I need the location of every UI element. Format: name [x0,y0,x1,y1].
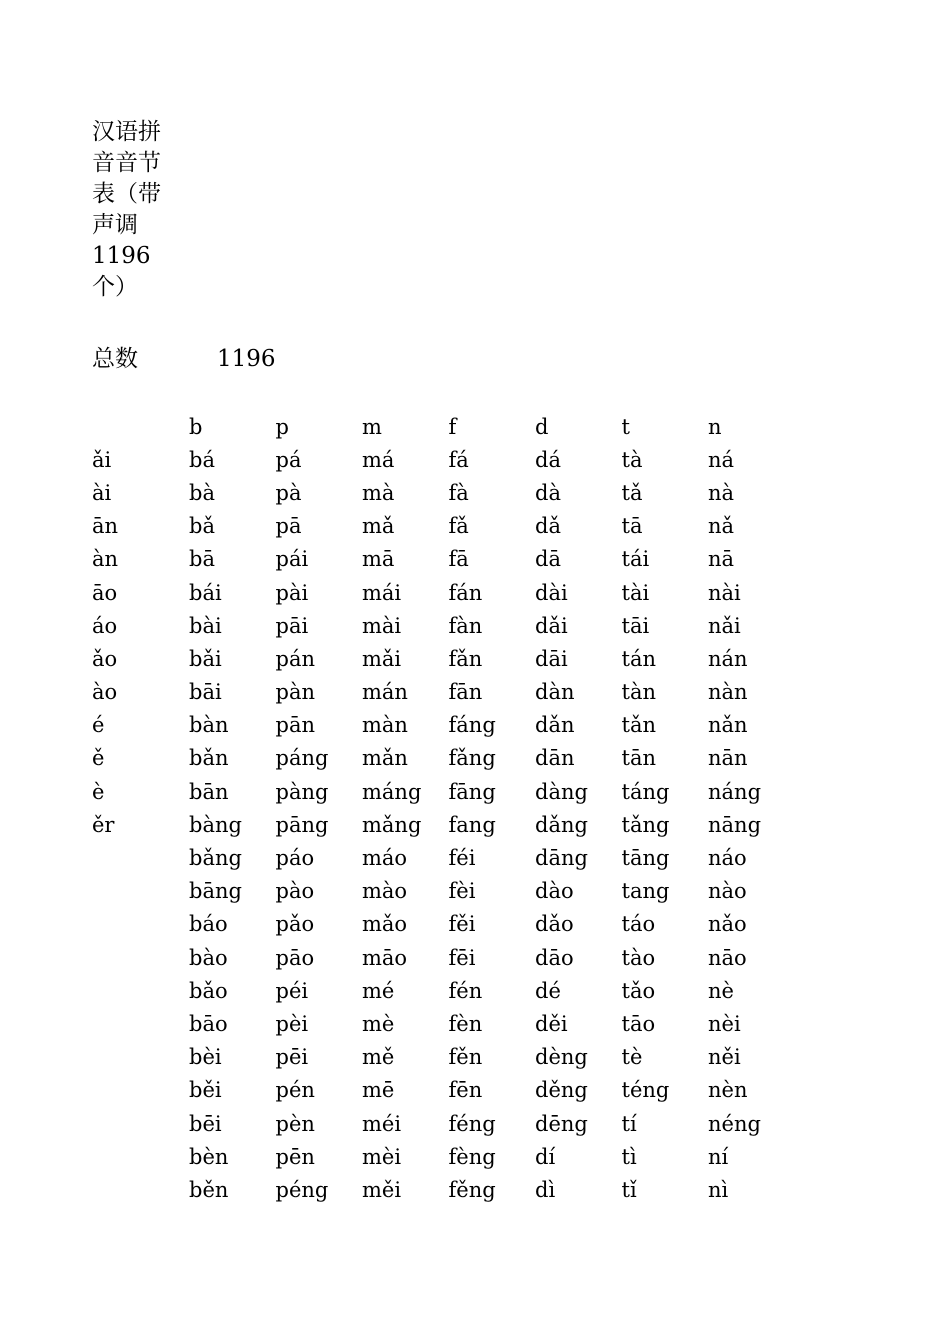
syllable-cell: bāo [189,1011,228,1036]
row-label-cell [92,1173,189,1206]
syllable-cell: bào [189,945,228,970]
syllable-cell: máng [362,779,422,804]
syllable-cell: nā [708,547,735,572]
table-row [92,510,795,543]
syllable-cell: bǎ [189,514,215,539]
syllable-cell: pèi [275,1011,309,1036]
syllable-cell: běn [189,1177,229,1202]
row-label-cell: ān [92,514,119,539]
total-label: 总数 [92,346,138,372]
syllable-cell: féng [448,1111,496,1136]
syllable-cell: nài [708,580,741,605]
row-label-cell: ǎi [92,447,112,472]
table-row [92,543,795,576]
syllable-cell: mán [362,680,408,705]
syllable-cell: fěn [448,1045,483,1070]
syllable-cell: dǎ [535,514,561,539]
syllable-cell: féi [448,846,476,871]
syllable-cell: dì [535,1177,556,1202]
syllable-cell: péng [275,1177,329,1202]
title-line: 1196 [92,243,151,269]
syllable-cell: dí [535,1144,556,1169]
syllable-cell: fá [448,447,469,472]
syllable-cell: mào [362,879,408,904]
table-row [92,1074,795,1107]
total-value: 1196 [217,346,276,372]
table-row [92,775,795,808]
table-row [92,1007,795,1040]
syllable-cell: nān [708,746,748,771]
syllable-cell: nǎ [708,514,735,539]
syllable-cell: fèng [448,1144,496,1169]
syllable-cell: pá [275,447,302,472]
row-label-cell: ǎo [92,646,118,671]
syllable-cell: dǎi [535,613,568,638]
syllable-cell: māo [362,945,408,970]
syllable-cell: tang [621,879,670,904]
syllable-cell: mǎo [362,912,408,937]
syllable-cell: tǐ [621,1177,637,1202]
table-row [92,1107,795,1140]
table-row [92,941,795,974]
syllable-cell: máo [362,846,408,871]
syllable-cell: tǎ [621,480,643,505]
syllable-cell: náo [708,846,747,871]
table-row [92,974,795,1007]
syllable-cell: pèn [275,1111,315,1136]
syllable-cell: pài [275,580,309,605]
initial-header-cell: d [535,414,549,439]
syllable-cell: má [362,447,395,472]
syllable-cell: dèng [535,1045,588,1070]
syllable-cell: dāng [535,846,588,871]
row-label-cell [92,1074,189,1107]
syllable-cell: bāng [189,879,242,904]
syllable-cell: fèi [448,879,476,904]
row-label-cell [92,941,189,974]
initial-header-cell: n [708,414,722,439]
table-row [92,709,795,742]
row-label-cell [92,1107,189,1140]
table-row [92,1140,795,1173]
syllable-cell: mǎi [362,646,402,671]
syllable-cell: mè [362,1011,395,1036]
table-row [92,908,795,941]
syllable-cell: měi [362,1177,402,1202]
syllable-table [92,410,795,1207]
initial-header-cell: m [362,414,382,439]
syllable-cell: dǎn [535,713,575,738]
syllable-cell: fěi [448,912,476,937]
syllable-cell: bá [189,447,215,472]
syllable-cell: táo [621,912,656,937]
syllable-cell: ní [708,1144,729,1169]
syllable-cell: dāi [535,646,568,671]
syllable-cell: nāng [708,812,762,837]
syllable-cell: běi [189,1078,222,1103]
syllable-cell: tái [621,547,650,572]
syllable-cell: dá [535,447,561,472]
syllable-cell: pā [275,514,302,539]
syllable-cell: dǎng [535,812,588,837]
syllable-cell: tàn [621,680,656,705]
syllable-cell: dā [535,547,561,572]
header-row [92,410,795,443]
syllable-cell: dǎo [535,912,574,937]
syllable-cell: děng [535,1078,588,1103]
syllable-cell: mǎng [362,812,422,837]
syllable-cell: dàng [535,779,588,804]
syllable-cell: mèi [362,1144,402,1169]
row-label-cell: ě [92,746,105,771]
syllable-cell: bǎi [189,646,222,671]
syllable-cell: bàng [189,812,242,837]
syllable-cell: páo [275,846,315,871]
syllable-cell: tì [621,1144,637,1169]
syllable-cell: pào [275,879,315,904]
syllable-cell: mé [362,978,395,1003]
row-label-cell: ào [92,680,118,705]
row-label-cell: ài [92,480,112,505]
table-row [92,443,795,476]
syllable-cell: bān [189,779,229,804]
syllable-cell: dà [535,480,561,505]
syllable-cell: mǎn [362,746,408,771]
syllable-cell: màn [362,713,408,738]
syllable-cell: pǎo [275,912,315,937]
syllable-cell: dàn [535,680,575,705]
table-row [92,476,795,509]
initial-header-cell: p [275,414,289,439]
syllable-cell: fén [448,978,483,1003]
syllable-cell: dēng [535,1111,588,1136]
syllable-cell: tā [621,514,643,539]
syllable-cell: bèn [189,1144,229,1169]
syllable-cell: nán [708,646,748,671]
table-row [92,576,795,609]
syllable-cell: nǎo [708,912,747,937]
table-row [92,676,795,709]
syllable-cell: tāo [621,1011,656,1036]
title-line: 声调 [92,212,138,238]
syllable-cell: fěng [448,1177,496,1202]
table-row [92,1041,795,1074]
syllable-cell: dāo [535,945,574,970]
row-label-cell [92,1041,189,1074]
row-label-cell [92,1007,189,1040]
syllable-cell: pàng [275,779,329,804]
row-label-cell [92,908,189,941]
syllable-cell: dé [535,978,561,1003]
title-line: 个） [92,274,138,300]
syllable-cell: tí [621,1111,637,1136]
syllable-cell: mǎ [362,514,395,539]
row-label-cell [92,1140,189,1173]
syllable-cell: fèn [448,1011,483,1036]
row-label-cell [92,974,189,1007]
syllable-cell: bèi [189,1045,222,1070]
header-cell-blank [92,410,189,443]
syllable-cell: nè [708,978,734,1003]
syllable-cell: fà [448,480,469,505]
syllable-cell: tǎo [621,978,656,1003]
syllable-cell: náng [708,779,762,804]
syllable-cell: pēi [275,1045,309,1070]
syllable-cell: tài [621,580,650,605]
syllable-cell: nào [708,879,747,904]
syllable-cell: nèn [708,1078,748,1103]
initial-header-cell: t [621,414,630,439]
syllable-cell: bà [189,480,215,505]
title-line: 音音节 [92,150,161,176]
syllable-cell: fān [448,680,483,705]
syllable-cell: tè [621,1045,643,1070]
table-row [92,1173,795,1206]
syllable-cell: bǎng [189,846,242,871]
syllable-cell: mā [362,547,395,572]
syllable-cell: nèi [708,1011,741,1036]
syllable-cell: tāi [621,613,650,638]
page-title [92,117,174,303]
syllable-cell: pàn [275,680,315,705]
syllable-cell: bái [189,580,222,605]
syllable-cell: nǎn [708,713,748,738]
syllable-cell: nì [708,1177,729,1202]
syllable-cell: bǎo [189,978,228,1003]
syllable-cell: méi [362,1111,402,1136]
syllable-cell: pāng [275,812,329,837]
row-label-cell [92,875,189,908]
syllable-cell: nà [708,480,735,505]
syllable-cell: fā [448,547,469,572]
syllable-cell: něi [708,1045,741,1070]
syllable-cell: pán [275,646,315,671]
row-label-cell: è [92,779,105,804]
syllable-cell: fǎ [448,514,469,539]
table-row [92,609,795,642]
syllable-cell: pān [275,713,315,738]
syllable-cell: fǎn [448,646,483,671]
syllable-cell: fāng [448,779,496,804]
syllable-cell: pén [275,1078,315,1103]
syllable-cell: mà [362,480,395,505]
syllable-cell: bài [189,613,222,638]
row-label-cell: ěr [92,812,115,837]
syllable-cell: néng [708,1111,761,1136]
syllable-cell: pāi [275,613,309,638]
syllable-cell: fǎng [448,746,496,771]
table-row [92,742,795,775]
row-label-cell: àn [92,547,119,572]
initial-header-cell: b [189,414,203,439]
table-row [92,875,795,908]
syllable-cell: dài [535,580,568,605]
syllable-cell: fēn [448,1078,483,1103]
table-row [92,642,795,675]
syllable-cell: táng [621,779,670,804]
syllable-cell: mái [362,580,402,605]
table-row [92,808,795,841]
syllable-cell: tào [621,945,656,970]
syllable-cell: tāng [621,846,670,871]
syllable-cell: fēi [448,945,476,970]
syllable-cell: báo [189,912,228,937]
syllable-cell: ná [708,447,735,472]
title-line: 表（带 [92,181,161,207]
syllable-cell: bàn [189,713,229,738]
syllable-cell: děi [535,1011,568,1036]
syllable-cell: bā [189,547,215,572]
syllable-cell: tán [621,646,656,671]
syllable-cell: tà [621,447,643,472]
syllable-cell: pēn [275,1144,315,1169]
syllable-cell: bāi [189,680,222,705]
syllable-cell: tān [621,746,656,771]
syllable-cell: nāo [708,945,747,970]
syllable-cell: fán [448,580,483,605]
row-label-cell: áo [92,613,118,638]
syllable-cell: mē [362,1078,395,1103]
syllable-cell: pà [275,480,302,505]
row-label-cell: é [92,713,105,738]
table-row [92,841,795,874]
syllable-cell: nàn [708,680,748,705]
syllable-cell: dān [535,746,575,771]
syllable-cell: páng [275,746,329,771]
syllable-cell: fàn [448,613,483,638]
syllable-cell: tǎn [621,713,656,738]
syllable-cell: bǎn [189,746,229,771]
syllable-cell: tǎng [621,812,670,837]
initial-header-cell: f [448,414,457,439]
syllable-cell: dào [535,879,574,904]
syllable-cell: mài [362,613,402,638]
syllable-cell: fáng [448,713,496,738]
row-label-cell [92,841,189,874]
syllable-cell: péi [275,978,309,1003]
syllable-cell: pái [275,547,309,572]
syllable-cell: nǎi [708,613,741,638]
row-label-cell: āo [92,580,118,605]
syllable-cell: fang [448,812,496,837]
syllable-cell: téng [621,1078,670,1103]
syllable-cell: mě [362,1045,395,1070]
syllable-cell: pāo [275,945,315,970]
title-line: 汉语拼 [92,119,161,145]
syllable-cell: bēi [189,1111,222,1136]
